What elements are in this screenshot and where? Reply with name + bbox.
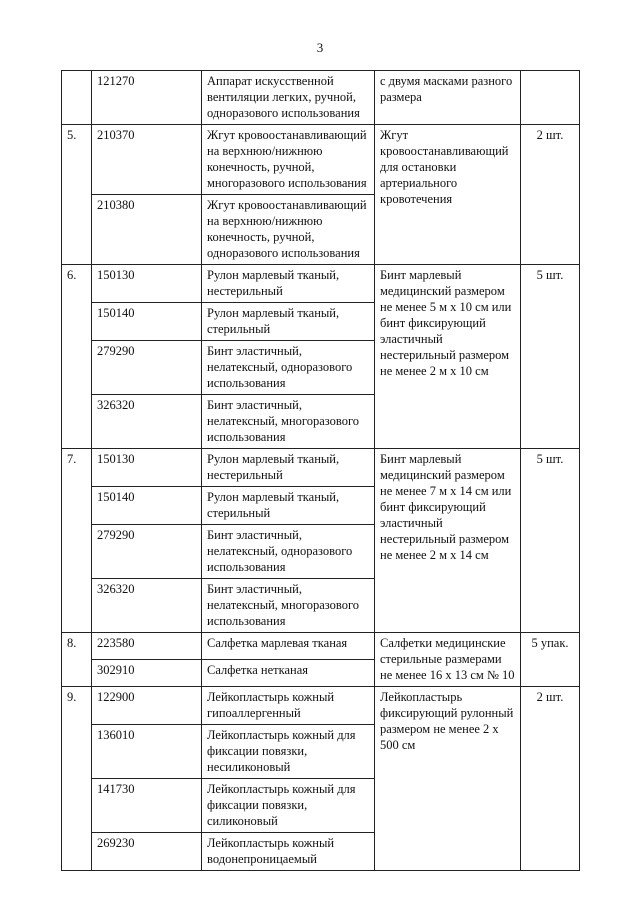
- table-row: [62, 71, 580, 125]
- item-code: 223580: [92, 633, 202, 660]
- item-name: Рулон марлевый тканый, стерильный: [202, 303, 375, 341]
- row-number: 8.: [62, 633, 92, 687]
- item-name: Бинт эластичный, нелатексный, одноразового использования: [202, 525, 375, 579]
- quantity: 5 шт.: [521, 265, 580, 449]
- page-number: 3: [316, 40, 324, 55]
- item-code: 121270: [92, 71, 202, 125]
- table-row: [62, 633, 580, 660]
- item-code: 136010: [92, 725, 202, 779]
- item-code: 210380: [92, 195, 202, 265]
- requirement: Лейкопластырь фиксирующий рулонный размером не менее 2 х 500 см: [375, 687, 521, 871]
- quantity: 5 шт.: [521, 449, 580, 633]
- requirement: Жгут кровоостанавливающий для остановки артериального кровотечения: [375, 125, 521, 265]
- item-name: Рулон марлевый тканый, нестерильный: [202, 265, 375, 303]
- requirement: Бинт марлевый медицинский размером не менее 5 м х 10 см или бинт фиксирующий эластичный нестерильный размером не менее 2 м х 10 см: [375, 265, 521, 449]
- item-code: 122900: [92, 687, 202, 725]
- equipment-spec-table: [61, 70, 580, 871]
- item-code: 150140: [92, 487, 202, 525]
- row-number: 5.: [62, 125, 92, 265]
- item-code: 150130: [92, 265, 202, 303]
- requirement: Салфетки медицинские стерильные размерами не менее 16 х 13 см № 10: [375, 633, 521, 687]
- item-name: Лейкопластырь кожный водонепроницаемый: [202, 833, 375, 871]
- table-row: [62, 125, 580, 195]
- requirement: с двумя масками разного размера: [375, 71, 521, 125]
- quantity: 2 шт.: [521, 125, 580, 265]
- table-row: [62, 265, 580, 303]
- row-number: [62, 71, 92, 125]
- quantity: [521, 71, 580, 125]
- item-name: Бинт эластичный, нелатексный, многоразового использования: [202, 395, 375, 449]
- item-code: 279290: [92, 341, 202, 395]
- item-name: Лейкопластырь кожный для фиксации повязки, несиликоновый: [202, 725, 375, 779]
- requirement: Бинт марлевый медицинский размером не менее 7 м х 14 см или бинт фиксирующий эластичный нестерильный размером не менее 2 м х 14 см: [375, 449, 521, 633]
- item-code: 326320: [92, 395, 202, 449]
- table-row: [62, 687, 580, 725]
- item-name: Рулон марлевый тканый, нестерильный: [202, 449, 375, 487]
- item-code: 141730: [92, 779, 202, 833]
- item-name: Лейкопластырь кожный гипоаллергенный: [202, 687, 375, 725]
- item-name: Салфетка нетканая: [202, 660, 375, 687]
- table-row: [62, 449, 580, 487]
- item-code: 269230: [92, 833, 202, 871]
- item-name: Лейкопластырь кожный для фиксации повязки, силиконовый: [202, 779, 375, 833]
- item-code: 210370: [92, 125, 202, 195]
- item-code: 302910: [92, 660, 202, 687]
- row-number: 9.: [62, 687, 92, 871]
- item-code: 150140: [92, 303, 202, 341]
- item-code: 279290: [92, 525, 202, 579]
- item-name: Аппарат искусственной вентиляции легких, ручной, одноразового использования: [202, 71, 375, 125]
- row-number: 6.: [62, 265, 92, 449]
- item-name: Жгут кровоостанавливающий на верхнюю/нижнюю конечность, ручной, многоразового использования: [202, 125, 375, 195]
- quantity: 5 упак.: [521, 633, 580, 687]
- item-name: Салфетка марлевая тканая: [202, 633, 375, 660]
- item-name: Рулон марлевый тканый, стерильный: [202, 487, 375, 525]
- item-code: 326320: [92, 579, 202, 633]
- item-name: Бинт эластичный, нелатексный, многоразового использования: [202, 579, 375, 633]
- row-number: 7.: [62, 449, 92, 633]
- item-name: Жгут кровоостанавливающий на верхнюю/нижнюю конечность, ручной, одноразового использования: [202, 195, 375, 265]
- item-name: Бинт эластичный, нелатексный, одноразового использования: [202, 341, 375, 395]
- quantity: 2 шт.: [521, 687, 580, 871]
- item-code: 150130: [92, 449, 202, 487]
